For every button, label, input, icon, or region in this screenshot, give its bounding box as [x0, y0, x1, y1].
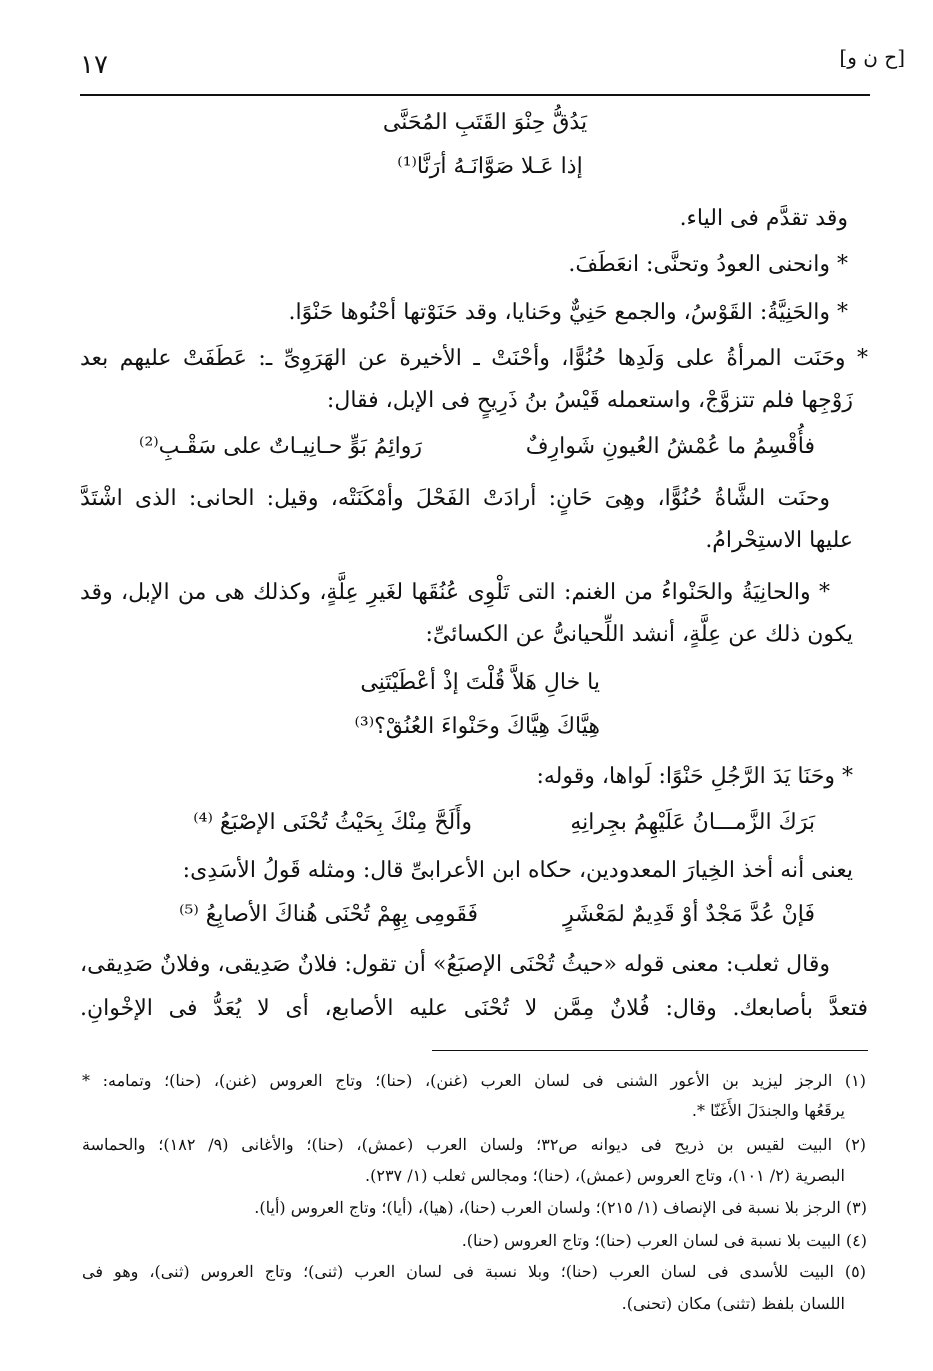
footnote-3: (٣) الرجز بلا نسبة فى الإنصاف (١/ ٢١٥)؛ ولسان العرب (حنا)، (هيا)، (أيا)؛ وتاج العروس (أيا). [254, 1198, 867, 1217]
footnote-5-line-1: (٥) البيت للأسدى فى لسان العرب (حنا)؛ وبلا نسبة فى لسان العرب (ثنى)؛ وتاج العروس (ثنى)، وهو فى [82, 1262, 866, 1281]
paragraph-5-line-1: وحنَت الشَّاةُ حُنُوًّا، وهِىَ حَانٍ: أرادَتْ الفَحْلَ وأمْكَنَتْه، وقيل: الحانى: الذى اشْتَدَّ [80, 486, 830, 511]
paragraph-7: * وحَنَا يَدَ الرَّجُلِ حَنْوًا: لَواها، وقوله: [536, 764, 853, 789]
paragraph-6-line-2: يكون ذلك عن عِلَّةٍ، أنشد اللِّحيانىُّ عن الكسائىِّ: [425, 622, 853, 647]
header-rule [80, 94, 870, 96]
paragraph-4-line-2: زَوْجِها فلم تتزوَّجْ، واستعمله قَيْسُ بنُ ذَرِيحٍ فى الإبل، فقال: [326, 388, 853, 413]
verse-4-hemistich-2: وأَلَحَّ مِنْكَ بِحَيْثُ تُحْنَى الإصْبَعُ ⁽⁴⁾ [193, 810, 472, 835]
paragraph-5-line-2: عليها الاستِحْرامُ. [705, 528, 853, 553]
footnote-2-line-2: البصرية (٢/ ١٠١)، وتاج العروس (عمش)، (حنا)؛ ومجالس ثعلب (١/ ٢٣٧). [365, 1166, 845, 1185]
verse-5-hemistich-1: فَإنْ عُدَّ مَجْدٌ أوْ قَدِيمٌ لمَعْشَرٍ [563, 902, 815, 927]
verse-2-hemistich-1: فأُقْسِمُ ما عُمْشُ العُيونِ شَوارِفٌ [525, 434, 815, 459]
paragraph-1: وقد تقدَّم فى الياء. [679, 206, 848, 231]
verse-4-hemistich-1: بَرَكَ الزَّمـــانُ عَلَيْهِمُ بجِرانِهِ [570, 810, 815, 835]
page-number: ١٧ [80, 50, 108, 80]
paragraph-6-line-1: * والحانِيَةُ والحَنْواءُ من الغنم: التى تَلْوِى عُنُقَها لغَيرِ عِلَّةٍ، وكذلك هى من الإبل، وقد [80, 580, 830, 605]
paragraph-3: * والحَنِيَّةُ: القَوْسُ، والجمع حَنِيٌّ وحَنايا، وقد حَنَوْتها أحْنُوها حَنْوًا. [288, 300, 848, 325]
paragraph-9-line-1: وقال ثعلب: معنى قوله «حيثُ تُحْنَى الإصبَعُ» أن تقول: فلانٌ صَدِيقى، وفلانٌ صَدِيقى، [80, 952, 830, 977]
verse-1-line-2: إذا عَـلا صَوَّانَـهُ أرَنَّا⁽¹⁾ [397, 154, 583, 179]
verse-1-line-1: يَدُقُّ حِنْوَ القَتَبِ المُحَنَّى [382, 110, 588, 135]
verse-5-hemistich-2: فَقَومِى بِهِمْ تُحْنَى هُناكَ الأصابِعُ ⁽⁵⁾ [179, 902, 478, 927]
footnote-4: (٤) البيت بلا نسبة فى لسان العرب (حنا)؛ وتاج العروس (حنا). [461, 1231, 867, 1250]
footnote-1-line-1: (١) الرجز ليزيد بن الأعور الشنى فى لسان العرب (غنن)، (حنا)؛ وتاج العروس (غنن)، (حنا)؛ وتمامه: * [82, 1071, 866, 1090]
footnote-1-line-2: يرقَعُها والجندَلَ الأَغَنّا *. [691, 1101, 845, 1120]
paragraph-2: * وانحنى العودُ وتحنَّى: انعَطَفَ. [568, 252, 848, 277]
footnote-rule [432, 1050, 868, 1051]
header-root-letters: [ح ن و] [839, 45, 905, 69]
verse-3-line-2: هِيَّاكَ هِيَّاكَ وحَنْواءَ العُنُقْ؟⁽³⁾ [354, 714, 600, 739]
paragraph-4-line-1: * وحَنَت المرأةُ على وَلَدِها حُنُوًّا، وأحْنَتْ ـ الأخيرة عن الهَرَوِىِّ ـ: عَطَفَتْ عليهم بعد [80, 346, 868, 371]
paragraph-9-line-2: فتعدَّ بأصابعك. وقال: فُلانٌ مِمَّن لا تُحْنَى عليه الأصابع، أى لا يُعَدُّ فى الإخْوانِ. [80, 996, 868, 1021]
verse-3-line-1: يا خالِ هَلاَّ قُلْتَ إذْ أعْطَيْتَنِى [360, 670, 600, 695]
verse-2-hemistich-2: رَوائِمُ بَوٍّ حـانِيـاتٌ على سَقْـبِ⁽²⁾ [139, 434, 422, 459]
footnote-5-line-2: اللسان بلفظ (تثنى) مكان (تحنى). [621, 1294, 845, 1313]
paragraph-8: يعنى أنه أخذ الخِيارَ المعدودين، حكاه ابن الأعرابىِّ قال: ومثله قَولُ الأسَدِى: [182, 858, 853, 883]
footnote-2-line-1: (٢) البيت لقيس بن ذريح فى ديوانه ص٣٢؛ ولسان العرب (عمش)، (حنا)؛ والأغانى (٩/ ١٨٢)؛ والحماسة [82, 1135, 867, 1154]
